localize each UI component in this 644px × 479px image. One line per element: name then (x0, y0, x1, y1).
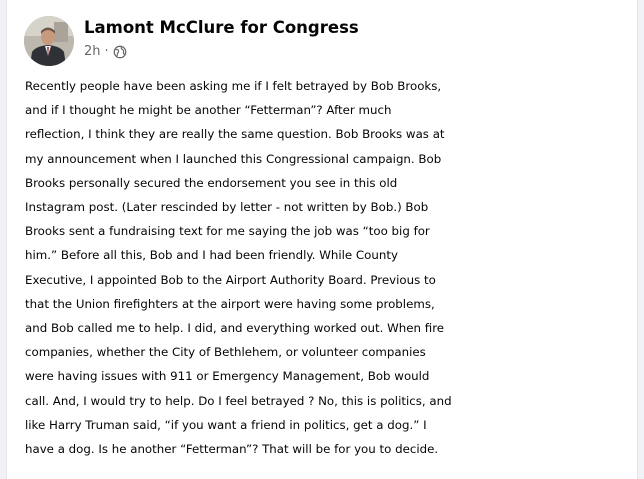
post-text-line: Brooks personally secured the endorsement you see in this old (25, 175, 398, 190)
post-text-line: that the Union firefighters at the airport were having some problems, (25, 296, 435, 311)
post-text-line: my announcement when I launched this Congressional campaign. Bob (25, 151, 442, 166)
post-text-line: call. And, I would try to help. Do I feel betrayed ? No, this is politics, and (25, 393, 452, 408)
post-text-line: reflection, I think they are really the same question. Bob Brooks was at (25, 127, 445, 142)
avatar[interactable] (24, 16, 74, 66)
post-text-line: Brooks sent a fundraising text for me saying the job was “too big for (25, 224, 430, 239)
post-text-line: Executive, I appointed Bob to the Airport Authority Board. Previous to (25, 272, 436, 287)
post-meta (84, 44, 127, 59)
page-name[interactable]: Lamont McClure for Congress (84, 18, 359, 37)
post-text-line: Recently people have been asking me if I felt betrayed by Bob Brooks, (25, 79, 442, 93)
post-text-line: were having issues with 911 or Emergency Management, Bob would (25, 369, 430, 384)
post-text (25, 74, 633, 461)
post-timestamp[interactable]: 2h (84, 44, 101, 59)
post-text-line: and if I thought he might be another “Fetterman”? After much (25, 103, 392, 118)
post-text-line: and Bob called me to help. I did, and everything worked out. When fire (25, 321, 445, 336)
meta-separator: · (104, 44, 109, 59)
post-text-line: him.” Before all this, Bob and I had been friendly. While County (25, 248, 398, 263)
post-text-line: have a dog. Is he another “Fetterman”? That will be for you to decide. (25, 442, 439, 457)
profile-photo (24, 16, 74, 66)
post-text-line: companies, whether the City of Bethlehem, or volunteer companies (25, 345, 426, 360)
post-card (6, 0, 638, 479)
post-text-line: Instagram post. (Later rescinded by letter - not written by Bob.) Bob (25, 200, 429, 215)
globe-icon[interactable] (113, 45, 127, 59)
post-text-line: like Harry Truman said, “if you want a friend in politics, get a dog.” I (25, 417, 427, 432)
